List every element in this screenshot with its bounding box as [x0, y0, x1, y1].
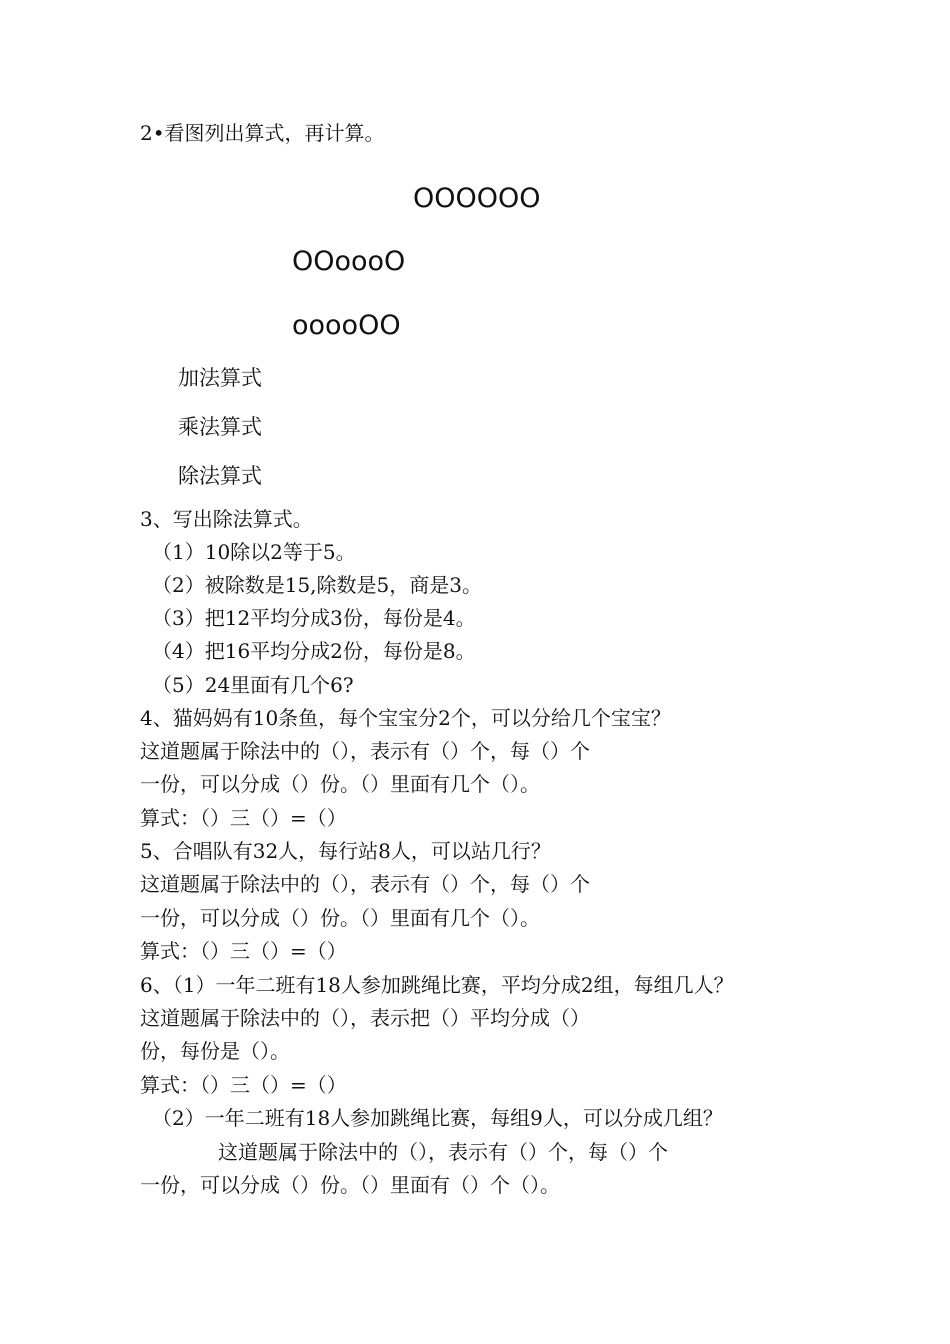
section4-question: 4、猫妈妈有10条鱼，每个宝宝分2个，可以分给几个宝宝？ [140, 706, 671, 730]
section6-q1-line1: 这道题属于除法中的（），表示把（）平均分成（） [140, 1006, 590, 1030]
section4-line2: 一份，可以分成（）份。（）里面有几个（）。 [140, 772, 540, 796]
section4-line1: 这道题属于除法中的（），表示有（）个，每（）个 [140, 739, 590, 763]
section5-formula: 算式：（）三（）=（） [140, 939, 347, 963]
circles-row-1: OOOOOO [413, 183, 541, 214]
section2-heading: 2•看图列出算式，再计算。 [140, 121, 385, 145]
section6-q2-line2: 一份，可以分成（）份。（）里面有（）个（）。 [140, 1173, 560, 1197]
section3-item: （4）把16平均分成2份，每份是8。 [152, 639, 476, 663]
section4-formula: 算式：（）三（）=（） [140, 806, 347, 830]
section3-item: （3）把12平均分成3份，每份是4。 [152, 606, 476, 630]
section3-item: （2）被除数是15,除数是5，商是3。 [152, 573, 482, 597]
section6-q1-formula: 算式：（）三（）=（） [140, 1073, 347, 1097]
section3-heading: 3、写出除法算式。 [140, 507, 313, 531]
section5-line2: 一份，可以分成（）份。（）里面有几个（）。 [140, 906, 540, 930]
circles-row-2: OOoooO [292, 246, 406, 277]
multiplication-label: 乘法算式 [178, 415, 262, 439]
section6-q2-line1: 这道题属于除法中的（），表示有（）个，每（）个 [218, 1140, 668, 1164]
section5-line1: 这道题属于除法中的（），表示有（）个，每（）个 [140, 872, 590, 896]
circles-row-3: ooooOO [292, 310, 401, 341]
section5-question: 5、合唱队有32人，每行站8人，可以站几行？ [140, 839, 551, 863]
addition-label: 加法算式 [178, 366, 262, 390]
section6-question1: 6、（1）一年二班有18人参加跳绳比赛，平均分成2组，每组几人？ [140, 973, 734, 997]
section6-question2: （2）一年二班有18人参加跳绳比赛，每组9人，可以分成几组？ [152, 1106, 723, 1130]
division-label: 除法算式 [178, 464, 262, 488]
section6-q1-line2: 份，每份是（）。 [140, 1039, 290, 1063]
section3-item: （5）24里面有几个6? [152, 673, 354, 697]
section3-item: （1）10除以2等于5。 [152, 540, 356, 564]
